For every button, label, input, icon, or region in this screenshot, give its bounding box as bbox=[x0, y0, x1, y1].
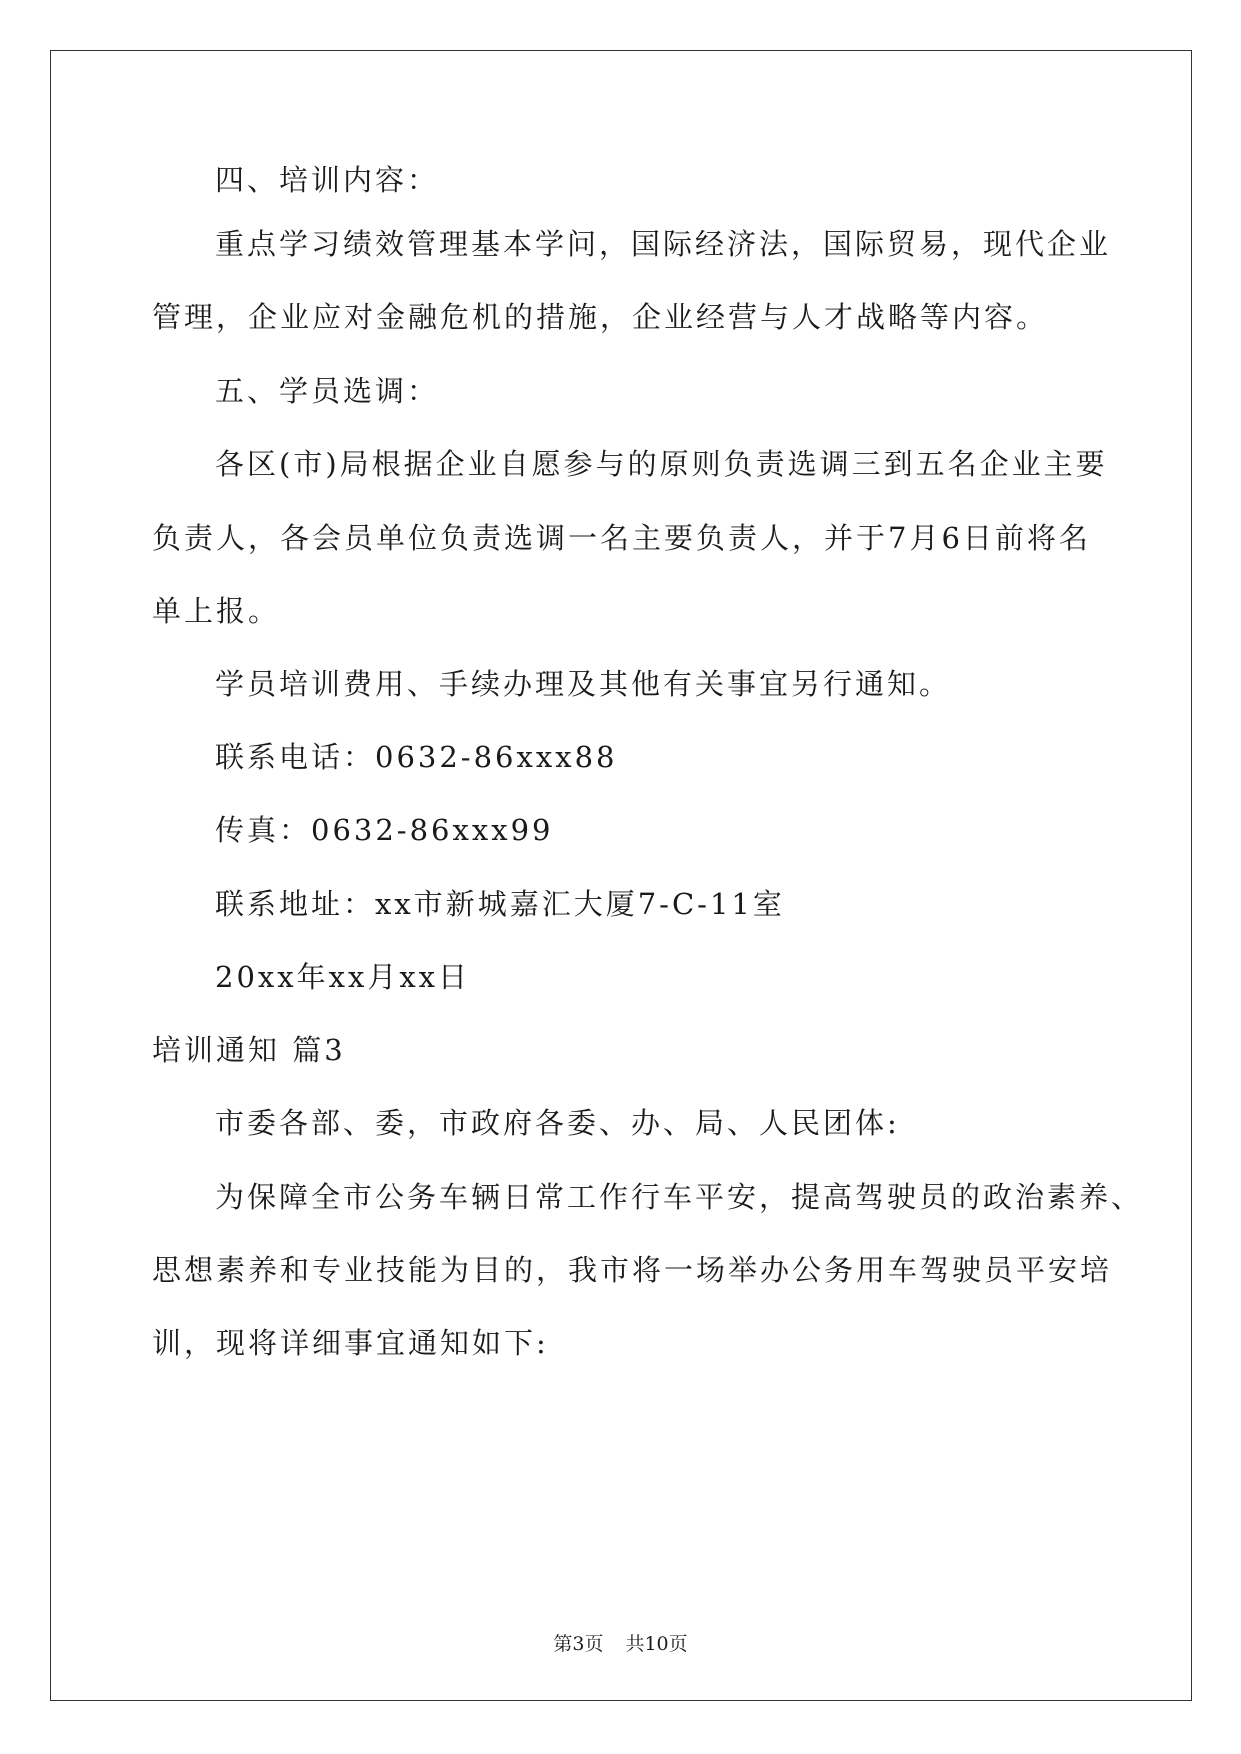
section5-paragraph-line3: 单上报。 bbox=[152, 594, 281, 628]
article3-paragraph-line2: 思想素养和专业技能为目的，我市将一场举办公务用车驾驶员平安培 bbox=[152, 1253, 1113, 1287]
section4-paragraph-line2: 管理，企业应对金融危机的措施，企业经营与人才战略等内容。 bbox=[152, 300, 1049, 334]
section5-paragraph-line1: 各区(市)局根据企业自愿参与的原则负责选调三到五名企业主要 bbox=[215, 447, 1108, 481]
section5-paragraph-line2: 负责人，各会员单位负责选调一名主要负责人，并于7月6日前将名 bbox=[152, 521, 1091, 555]
section4-heading: 四、培训内容： bbox=[215, 163, 440, 197]
document-date: 20xx年xx月xx日 bbox=[215, 960, 471, 994]
section5-heading: 五、学员选调： bbox=[215, 374, 440, 408]
page-number-total: 共10页 bbox=[625, 1633, 688, 1655]
page-number-current: 第3页 bbox=[553, 1633, 604, 1655]
contact-phone: 联系电话：0632-86xxx88 bbox=[215, 740, 618, 774]
contact-address: 联系地址：xx市新城嘉汇大厦7-C-11室 bbox=[215, 887, 785, 921]
page-footer bbox=[0, 1631, 1241, 1657]
notice-text: 学员培训费用、手续办理及其他有关事宜另行通知。 bbox=[215, 667, 952, 701]
article3-paragraph-line1: 为保障全市公务车辆日常工作行车平安，提高驾驶员的政治素养、 bbox=[215, 1180, 1144, 1214]
contact-fax: 传真：0632-86xxx99 bbox=[215, 813, 554, 847]
article3-title: 培训通知 篇3 bbox=[152, 1033, 346, 1067]
article3-salutation: 市委各部、委，市政府各委、办、局、人民团体: bbox=[215, 1106, 900, 1140]
article3-paragraph-line3: 训，现将详细事宜通知如下: bbox=[152, 1326, 549, 1360]
section4-paragraph-line1: 重点学习绩效管理基本学问，国际经济法，国际贸易，现代企业 bbox=[215, 227, 1112, 261]
